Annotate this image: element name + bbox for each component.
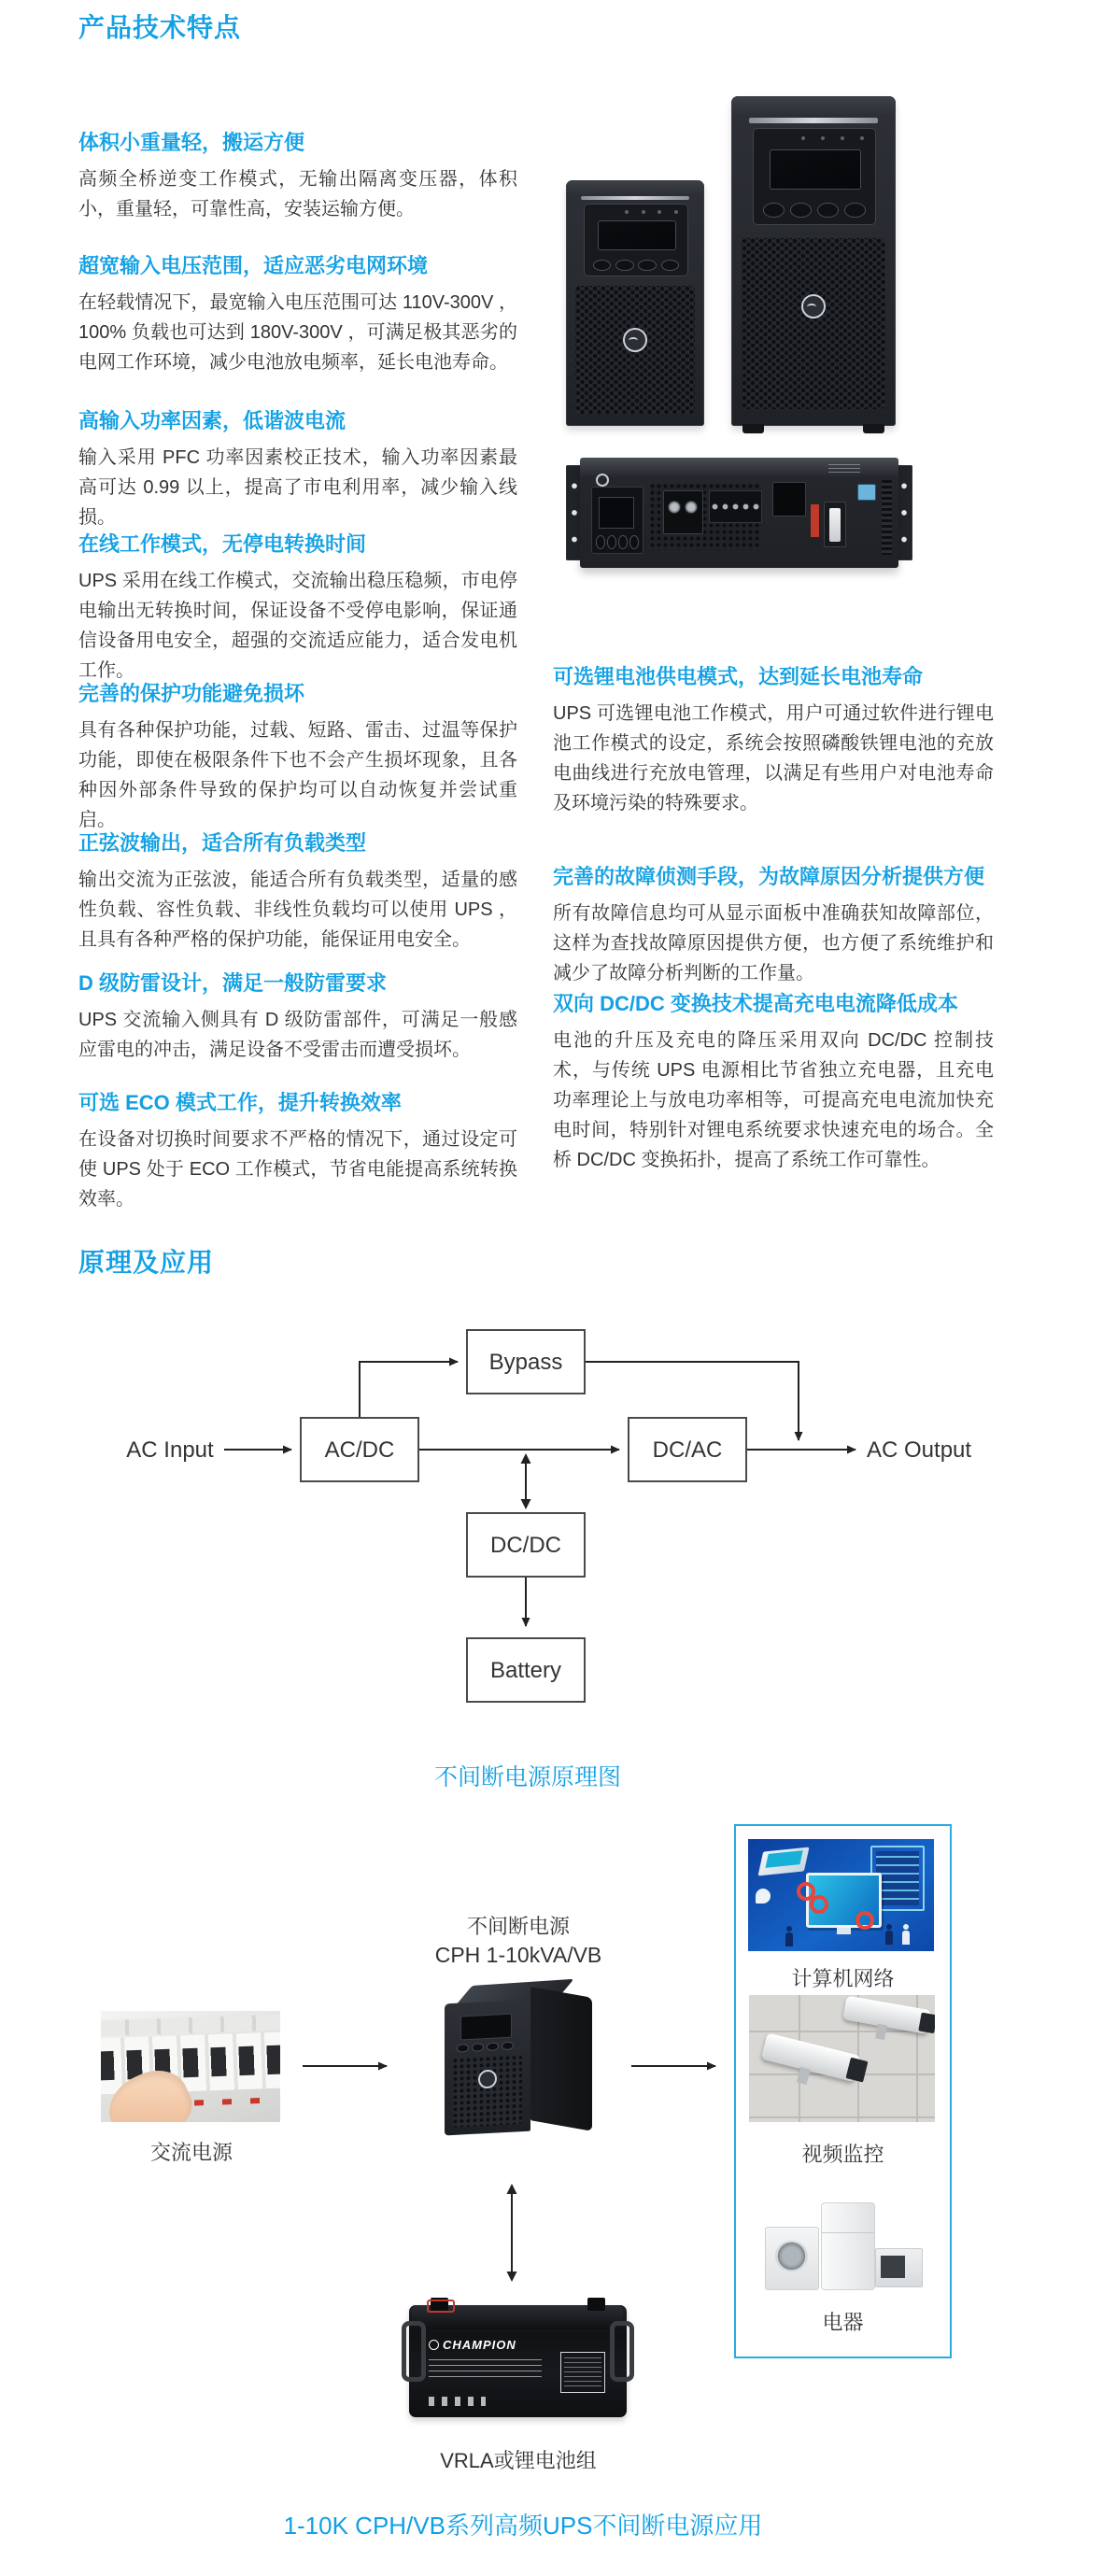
brand-logo-icon bbox=[596, 474, 609, 487]
computer-network-image bbox=[748, 1839, 934, 1951]
feature-body: UPS 采用在线工作模式，交流输出稳压稳频，市电停电输出无转换时间，保证设备不受停电影响，保证通信设备用电安全，超强的交流适应能力，适合发电机工作。 bbox=[78, 571, 517, 681]
megaphone-icon bbox=[756, 1889, 771, 1904]
battery-terminal-negative bbox=[431, 2298, 448, 2311]
feature-body: 输出交流为正弦波，能适合所有负载类型，适量的感性负载、容性负载、非线性负载均可以使用 UPS ，且具有各种严格的保护功能，能保证用电安全。 bbox=[78, 870, 517, 950]
microwave-icon bbox=[875, 2248, 923, 2287]
diagram-label-ac-output: AC Output bbox=[867, 1437, 972, 1463]
battery-terminal-positive bbox=[587, 2298, 605, 2311]
side-vent bbox=[882, 480, 893, 555]
feature-body: 在设备对切换时间要求不严格的情况下，通过设定可使 UPS 处于 ECO 工作模式，节省电能提高系统转换效率。 bbox=[78, 1129, 517, 1210]
diagram-caption: 不间断电源原理图 bbox=[433, 1764, 621, 1790]
ups-rack-image bbox=[566, 458, 912, 568]
model-label bbox=[828, 464, 860, 474]
lcd-screen bbox=[599, 497, 634, 530]
feature-section bbox=[78, 1091, 517, 1214]
tower-foot bbox=[863, 424, 884, 433]
terminal-block bbox=[663, 490, 703, 534]
washing-machine-icon bbox=[765, 2227, 819, 2290]
feature-body: 所有故障信息均可从显示面板中准确获知故障部位，这样为查找故障原因提供方便，也方便了系统维护和减少了故障分析判断的工作量。 bbox=[553, 903, 994, 984]
feature-heading: 完善的故障侦测手段，为故障原因分析提供方便 bbox=[553, 865, 985, 888]
vent-grille bbox=[742, 238, 884, 410]
status-led-icons bbox=[801, 136, 865, 140]
tower-foot bbox=[742, 424, 764, 433]
lcd-screen bbox=[770, 149, 861, 190]
feature-heading: 在线工作模式，无停电转换时间 bbox=[78, 532, 367, 556]
page-title: 产品技术特点 bbox=[78, 13, 242, 42]
feature-section bbox=[78, 254, 517, 377]
diagram-label-dcac: DC/AC bbox=[652, 1437, 723, 1463]
tower-display-panel bbox=[584, 204, 688, 276]
diagram-label-ac-input: AC Input bbox=[126, 1437, 214, 1463]
person-icon bbox=[785, 1932, 793, 1946]
rack-front-panel bbox=[580, 458, 898, 568]
brand-logo-icon bbox=[623, 328, 647, 352]
ups-tower-large-image bbox=[731, 96, 896, 426]
arrowhead-down bbox=[521, 1499, 531, 1509]
rs232-port-icon bbox=[857, 484, 877, 500]
battery-label: VRLA或锂电池组 bbox=[440, 2449, 597, 2472]
tower-trim bbox=[581, 196, 688, 200]
feature-heading: 可选锂电池供电模式，达到延长电池寿命 bbox=[553, 665, 924, 688]
feature-section bbox=[553, 992, 994, 1175]
battery-handle bbox=[610, 2321, 634, 2382]
panel-buttons bbox=[596, 535, 639, 547]
diagram-label-bypass: Bypass bbox=[488, 1350, 563, 1375]
battery-warning-box bbox=[560, 2352, 605, 2393]
lcd-screen bbox=[598, 220, 675, 251]
app-ups-model: CPH 1-10kVA/VB bbox=[434, 1943, 602, 1967]
cctv-camera-icon bbox=[839, 1996, 930, 2053]
diagram-label-battery: Battery bbox=[489, 1658, 562, 1683]
appliances-image bbox=[755, 2197, 929, 2296]
feature-body: 在轻载情况下，最宽输入电压范围可达 110V-300V ，100% 负载也可达到 180V-300V ，可满足极其恶劣的电网工作环境，减少电池放电频率，延长电池寿命。 bbox=[78, 292, 517, 373]
feature-body: 具有各种保护功能，过载、短路、雷击、过温等保护功能，即使在极限条件下也不会产生损坏现象，且各种因外部条件导致的保护均可以自动恢复并尝试重启。 bbox=[78, 720, 517, 830]
person-icon bbox=[902, 1931, 910, 1945]
feature-heading: 双向 DC/DC 变换技术提高充电电流降低成本 bbox=[553, 992, 958, 1015]
cctv-camera-icon bbox=[756, 2032, 861, 2102]
feature-section bbox=[553, 865, 994, 988]
chain-link-icon bbox=[810, 1895, 828, 1914]
feature-heading: 完善的保护功能避免损坏 bbox=[78, 682, 305, 705]
section-title: 原理及应用 bbox=[78, 1248, 215, 1277]
battery-handle bbox=[402, 2321, 426, 2382]
feature-section bbox=[78, 971, 517, 1065]
feature-body: 电池的升压及充电的降压采用双向 DC/DC 控制技术，与传统 UPS 电源相比节省独立充电器，且充电功率理论上与放电功率相等，可提高充电电流加快充电时间，特别针对锂电系统要求快速充电的场合。全桥 DC/DC 变换拓扑，提高了系统工作可靠性。 bbox=[553, 1030, 994, 1170]
brand-logo-icon bbox=[801, 294, 826, 318]
arrowhead-up bbox=[521, 1453, 531, 1464]
load-label-appliances: 电器 bbox=[822, 2311, 864, 2334]
arrowhead-down bbox=[507, 2272, 517, 2282]
load-label-network: 计算机网络 bbox=[791, 1967, 895, 1990]
feature-heading: 正弦波输出，适合所有负载类型 bbox=[78, 831, 367, 855]
terminal-strip bbox=[709, 490, 762, 523]
ac-source-label: 交流电源 bbox=[149, 2141, 233, 2164]
ups-block-diagram bbox=[56, 1298, 1047, 1714]
feature-section bbox=[78, 409, 517, 532]
loads-panel bbox=[734, 1824, 952, 2358]
load-label-cctv: 视频监控 bbox=[801, 2143, 884, 2166]
ups-tower-small-image bbox=[566, 180, 704, 426]
video-surveillance-image bbox=[749, 1995, 935, 2122]
diagram-label-dcdc: DC/DC bbox=[490, 1533, 561, 1558]
tower-trim bbox=[749, 118, 877, 123]
tower-display-panel bbox=[753, 128, 876, 225]
panel-buttons bbox=[763, 203, 865, 217]
feature-body: 高频全桥逆变工作模式，无输出隔离变压器，体积小，重量轻，可靠性高，安装运输方便。 bbox=[78, 169, 517, 219]
arrowhead-up bbox=[507, 2184, 517, 2194]
feature-body: UPS 交流输入侧具有 D 级防雷部件，可满足一般感应雷电的冲击，满足设备不受雷击而遭受损坏。 bbox=[78, 1010, 517, 1060]
feature-section bbox=[553, 665, 994, 818]
feature-heading: 体积小重量轻，搬运方便 bbox=[78, 131, 305, 154]
laptop-icon bbox=[757, 1847, 809, 1875]
feature-heading: 超宽输入电压范围，适应恶劣电网环境 bbox=[78, 254, 429, 277]
application-caption: 1-10K CPH/VB系列高频UPS不间断电源应用 bbox=[283, 2512, 763, 2540]
status-led-icons bbox=[625, 210, 678, 214]
diagram-label-acdc: AC/DC bbox=[324, 1437, 395, 1463]
feature-heading: D 级防雷设计，满足一般防雷要求 bbox=[78, 971, 388, 995]
option-slot bbox=[772, 482, 806, 517]
feature-section bbox=[78, 131, 517, 224]
battery-brand-label: CHAMPION bbox=[429, 2338, 516, 2352]
feature-section bbox=[78, 682, 517, 835]
feature-heading: 可选 ECO 模式工作，提升转换效率 bbox=[78, 1091, 402, 1114]
feature-body: 输入采用 PFC 功率因素校正技术，输入功率因素最高可达 0.99 以上，提高了市电利用率，减少输入线损。 bbox=[78, 447, 517, 528]
battery-spec-lines bbox=[429, 2359, 542, 2380]
feature-section bbox=[78, 831, 517, 955]
warning-sticker bbox=[811, 504, 819, 537]
battery-cert-marks bbox=[429, 2397, 486, 2406]
bypass-in-line bbox=[360, 1362, 458, 1418]
person-icon bbox=[885, 1931, 893, 1945]
feature-body: UPS 可选锂电池工作模式，用户可通过软件进行锂电池工作模式的设定，系统会按照磷酸铁锂电池的充放电曲线进行充放电管理，以满足有些用户对电池寿命及环境污染的特殊要求。 bbox=[553, 703, 994, 814]
rack-ear bbox=[897, 465, 912, 559]
fridge-icon bbox=[821, 2202, 875, 2289]
rack-display bbox=[591, 487, 644, 555]
input-breaker bbox=[824, 502, 846, 547]
feature-section bbox=[78, 532, 517, 686]
app-ups-title: 不间断电源 bbox=[466, 1915, 570, 1938]
panel-buttons bbox=[593, 260, 679, 270]
battery-photo bbox=[409, 2305, 627, 2417]
feature-heading: 高输入功率因素，低谐波电流 bbox=[78, 409, 346, 432]
